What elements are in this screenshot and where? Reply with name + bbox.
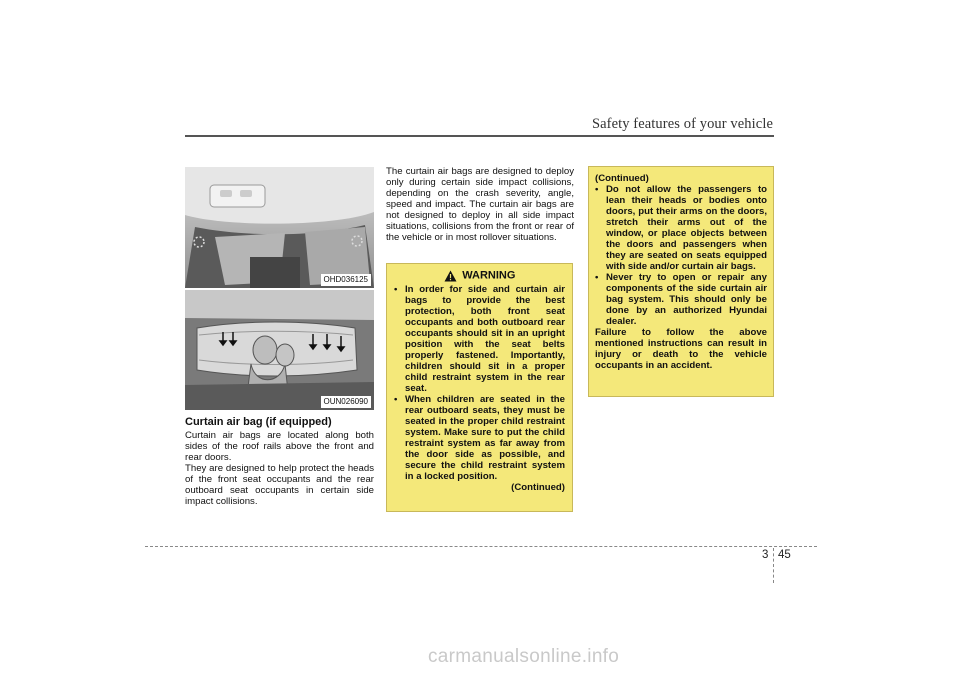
curtain-airbag-deployed-photo (185, 290, 374, 410)
paragraph: The curtain air bags are designed to deploy only during certain side impact collisions, depending on the crash severity, angle, speed and impact. The curtain air bags are not designed to deploy in all side impact situations, collisions from the front or rear of the vehicle or in most rollover situations. (386, 166, 574, 243)
curtain-airbag-location-photo (185, 167, 374, 288)
header-rule (185, 135, 774, 137)
page-number-divider (773, 548, 774, 583)
page-number: 45 (778, 549, 791, 561)
warning-box (386, 263, 573, 512)
deployed-airbag-illustration (185, 290, 374, 410)
page-header-title: Safety features of your vehicle (591, 116, 773, 132)
section-heading: Curtain air bag (if equipped) (185, 416, 332, 428)
warning-conclusion: Failure to follow the above mentioned instructions can result in injury or death to the vehicle occupants in an accident. (595, 327, 767, 371)
continued-warning-box (588, 166, 774, 397)
list-item: • When children are seated in the rear outboard seats, they must be seated in the proper child restraint system. Make sure to put the child restraint system as far away from the door side as possible, and secure the child restraint system in a locked position. (394, 394, 565, 482)
list-item: • Do not allow the passengers to lean their heads or bodies onto doors, put their arms on the doors, stretch their arms out of the window, or place objects between the doors and passengers when they are seated on seats equipped with side and/or curtain air bags. (595, 184, 767, 272)
watermark: carmanualsonline.info (428, 646, 620, 667)
warning-list (394, 284, 565, 482)
warning-triangle-icon (444, 270, 457, 282)
list-item: • Never try to open or repair any components of the side curtain air bag system. This should only be done by an authorized Hyundai dealer. (595, 272, 767, 327)
warning-title: WARNING (462, 269, 516, 282)
warning-header (394, 270, 565, 282)
warning-list (595, 184, 767, 327)
list-item: • In order for side and curtain air bags to provide the best protection, both front seat occupants and both outboard rear occupants should sit in an upright position with the seat belts properly fastened. Importantly, children should sit in a proper child restraint system in the rear seat. (394, 284, 565, 394)
continued-label: (Continued) (511, 482, 565, 493)
interior-roof-illustration (185, 167, 374, 288)
chapter-number: 3 (762, 549, 769, 561)
footer-rule (145, 546, 817, 547)
paragraph: Curtain air bags are located along both sides of the roof rails above the front and rear doors. (185, 430, 374, 463)
continued-label: (Continued) (595, 173, 649, 184)
figure-caption: OHD036125 (321, 274, 371, 286)
paragraph: They are designed to help protect the heads of the front seat occupants and the rear outboard seat occupants in certain side impact collisions. (185, 463, 374, 507)
figure-caption: OUN026090 (321, 396, 371, 408)
